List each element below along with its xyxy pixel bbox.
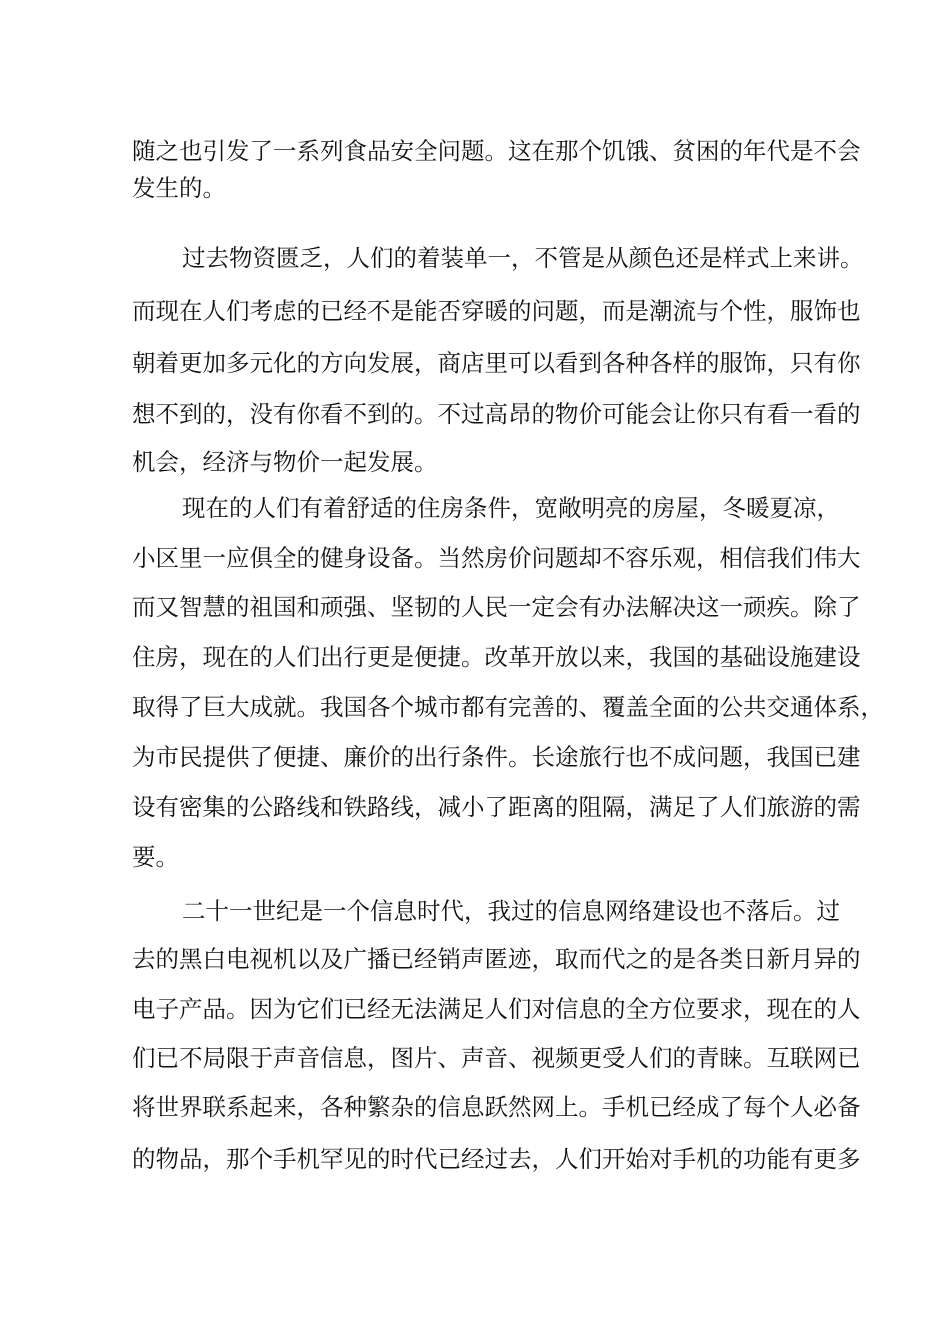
text-line: 设有密集的公路线和铁路线，减小了距离的阻隔，满足了人们旅游的需 — [132, 793, 861, 821]
text-line: 过去物资匮乏，人们的着装单一，不管是从颜色还是样式上来讲。 — [182, 244, 864, 272]
text-line: 发生的。 — [132, 174, 226, 202]
text-line: 随之也引发了一系列食品安全问题。这在那个饥饿、贫困的年代是不会 — [132, 137, 861, 165]
text-line: 的物品，那个手机罕见的时代已经过去，人们开始对手机的功能有更多 — [132, 1145, 861, 1173]
text-line: 取得了巨大成就。我国各个城市都有完善的、覆盖全面的公共交通体系， — [132, 693, 884, 721]
text-line: 将世界联系起来，各种繁杂的信息跃然网上。手机已经成了每个人必备 — [132, 1093, 861, 1121]
text-line: 电子产品。因为它们已经无法满足人们对信息的全方位要求，现在的人 — [132, 995, 861, 1023]
text-line: 而又智慧的祖国和顽强、坚韧的人民一定会有办法解决这一顽疾。除了 — [132, 593, 861, 621]
text-line: 现在的人们有着舒适的住房条件，宽敞明亮的房屋，冬暖夏凉， — [182, 494, 840, 522]
text-line: 去的黑白电视机以及广播已经销声匿迹，取而代之的是各类日新月异的 — [132, 945, 861, 973]
text-line: 为市民提供了便捷、廉价的出行条件。长途旅行也不成问题，我国已建 — [132, 743, 861, 771]
text-line: 而现在人们考虑的已经不是能否穿暖的问题，而是潮流与个性，服饰也 — [132, 297, 861, 325]
text-line: 们已不局限于声音信息，图片、声音、视频更受人们的青睐。互联网已 — [132, 1044, 861, 1072]
text-line: 二十一世纪是一个信息时代，我过的信息网络建设也不落后。过 — [182, 897, 840, 925]
text-line: 朝着更加多元化的方向发展，商店里可以看到各种各样的服饰，只有你 — [132, 349, 861, 377]
text-line: 想不到的，没有你看不到的。不过高昂的物价可能会让你只有看一看的 — [132, 400, 861, 428]
text-line: 小区里一应俱全的健身设备。当然房价问题却不容乐观，相信我们伟大 — [132, 544, 861, 572]
text-line: 住房，现在的人们出行更是便捷。改革开放以来，我国的基础设施建设 — [132, 643, 861, 671]
text-line: 要。 — [132, 843, 179, 871]
text-line: 机会，经济与物价一起发展。 — [132, 448, 438, 476]
